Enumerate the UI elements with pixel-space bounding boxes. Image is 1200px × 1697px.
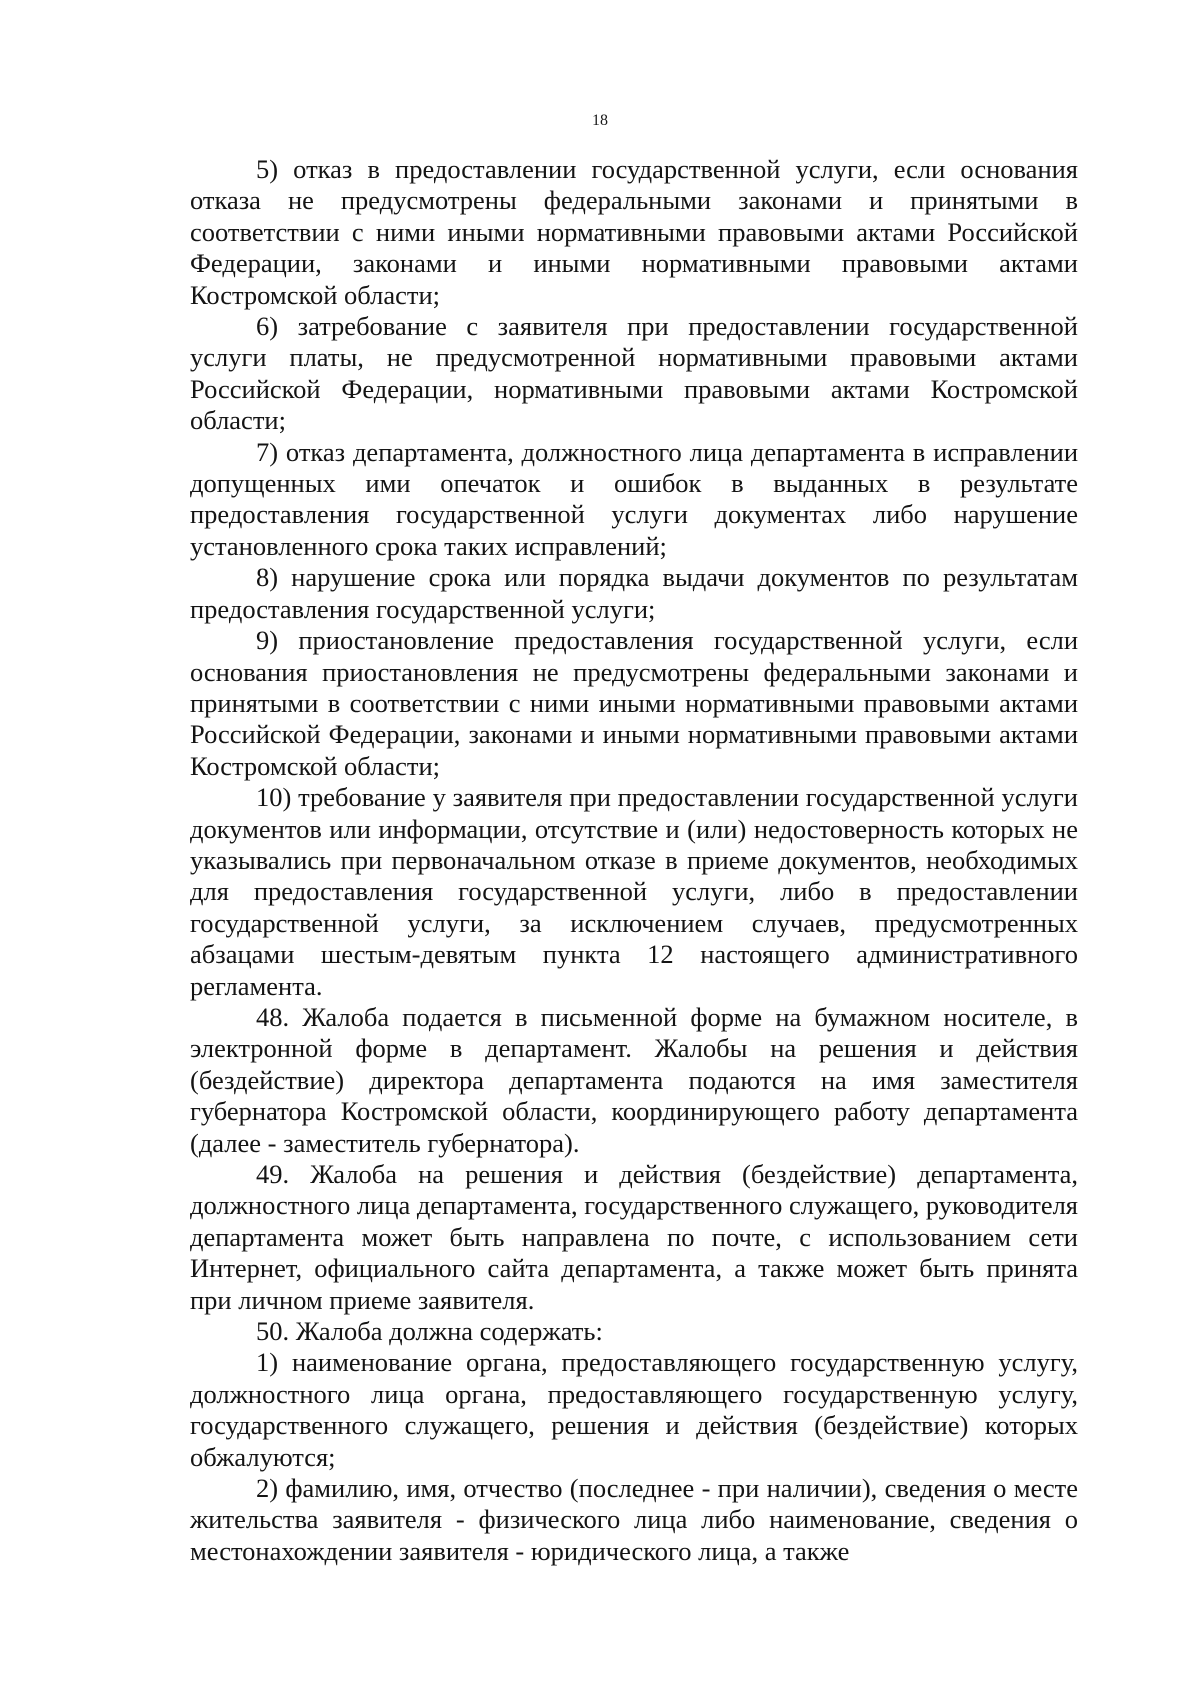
paragraph-49-complaint-channels: 49. Жалоба на решения и действия (бездействие) департамента, должностного лица департамента, государственного служащего, руководителя департамента может быть направлена по почте, с использованием сети Интернет, официального сайта департамента, а также может быть принята при личном приеме заявителя. (190, 1159, 1078, 1315)
page-number: 18 (592, 112, 608, 129)
paragraph-item-9-suspension: 9) приостановление предоставления государственной услуги, если основания приостановления не предусмотрены федеральными законами и принятыми в соответствии с ними иными нормативными правовыми актами Российской Федерации, законами и иными нормативными правовыми актами Костромской области; (190, 625, 1078, 781)
paragraph-item-7-corrections: 7) отказ департамента, должностного лица департамента в исправлении допущенных ими опечаток и ошибок в выданных в результате предоставления государственной услуги документах либо нарушение установленного срока таких исправлений; (190, 436, 1078, 561)
document-body (190, 154, 1078, 1567)
paragraph-48-complaint-form: 48. Жалоба подается в письменной форме на бумажном носителе, в электронной форме в департамент. Жалобы на решения и действия (бездействие) директора департамента подаются на имя заместителя губернатора Костромской области, координирующего работу департамента (далее - заместитель губернатора). (190, 1001, 1078, 1158)
paragraph-item-8-deadline: 8) нарушение срока или порядка выдачи документов по результатам предоставления государственной услуги; (190, 562, 1078, 624)
paragraph-item-6-fee: 6) затребование с заявителя при предоставлении государственной услуги платы, не предусмотренной нормативными правовыми актами Российской Федерации, нормативными правовыми актами Костромской области; (190, 311, 1078, 436)
paragraph-50-complaint-contents: 50. Жалоба должна содержать: (256, 1316, 603, 1347)
paragraph-item-1-authority: 1) наименование органа, предоставляющего государственную услугу, должностного лица органа, предоставляющего государственную услугу, государственного служащего, решения и действия (бездействие) которых обжалуются; (190, 1347, 1078, 1472)
paragraph-item-10-documents: 10) требование у заявителя при предоставлении государственной услуги документов или информации, отсутствие и (или) недостоверность которых не указывались при первоначальном отказе в приеме документов, необходимых для предоставления государственной услуги, либо в предоставлении государственной услуги, за исключением случаев, предусмотренных абзацами шестым-девятым пункта 12 настоящего административного регламента. (190, 782, 1078, 1001)
paragraph-item-5-refusal: 5) отказ в предоставлении государственной услуги, если основания отказа не предусмотрены федеральными законами и принятыми в соответствии с ними иными нормативными правовыми актами Российской Федерации, законами и иными нормативными правовыми актами Костромской области; (190, 154, 1078, 310)
paragraph-item-2-applicant: 2) фамилию, имя, отчество (последнее - при наличии), сведения о месте жительства заявителя - физического лица либо наименование, сведения о местонахождении заявителя - юридического лица, а также (190, 1473, 1078, 1566)
